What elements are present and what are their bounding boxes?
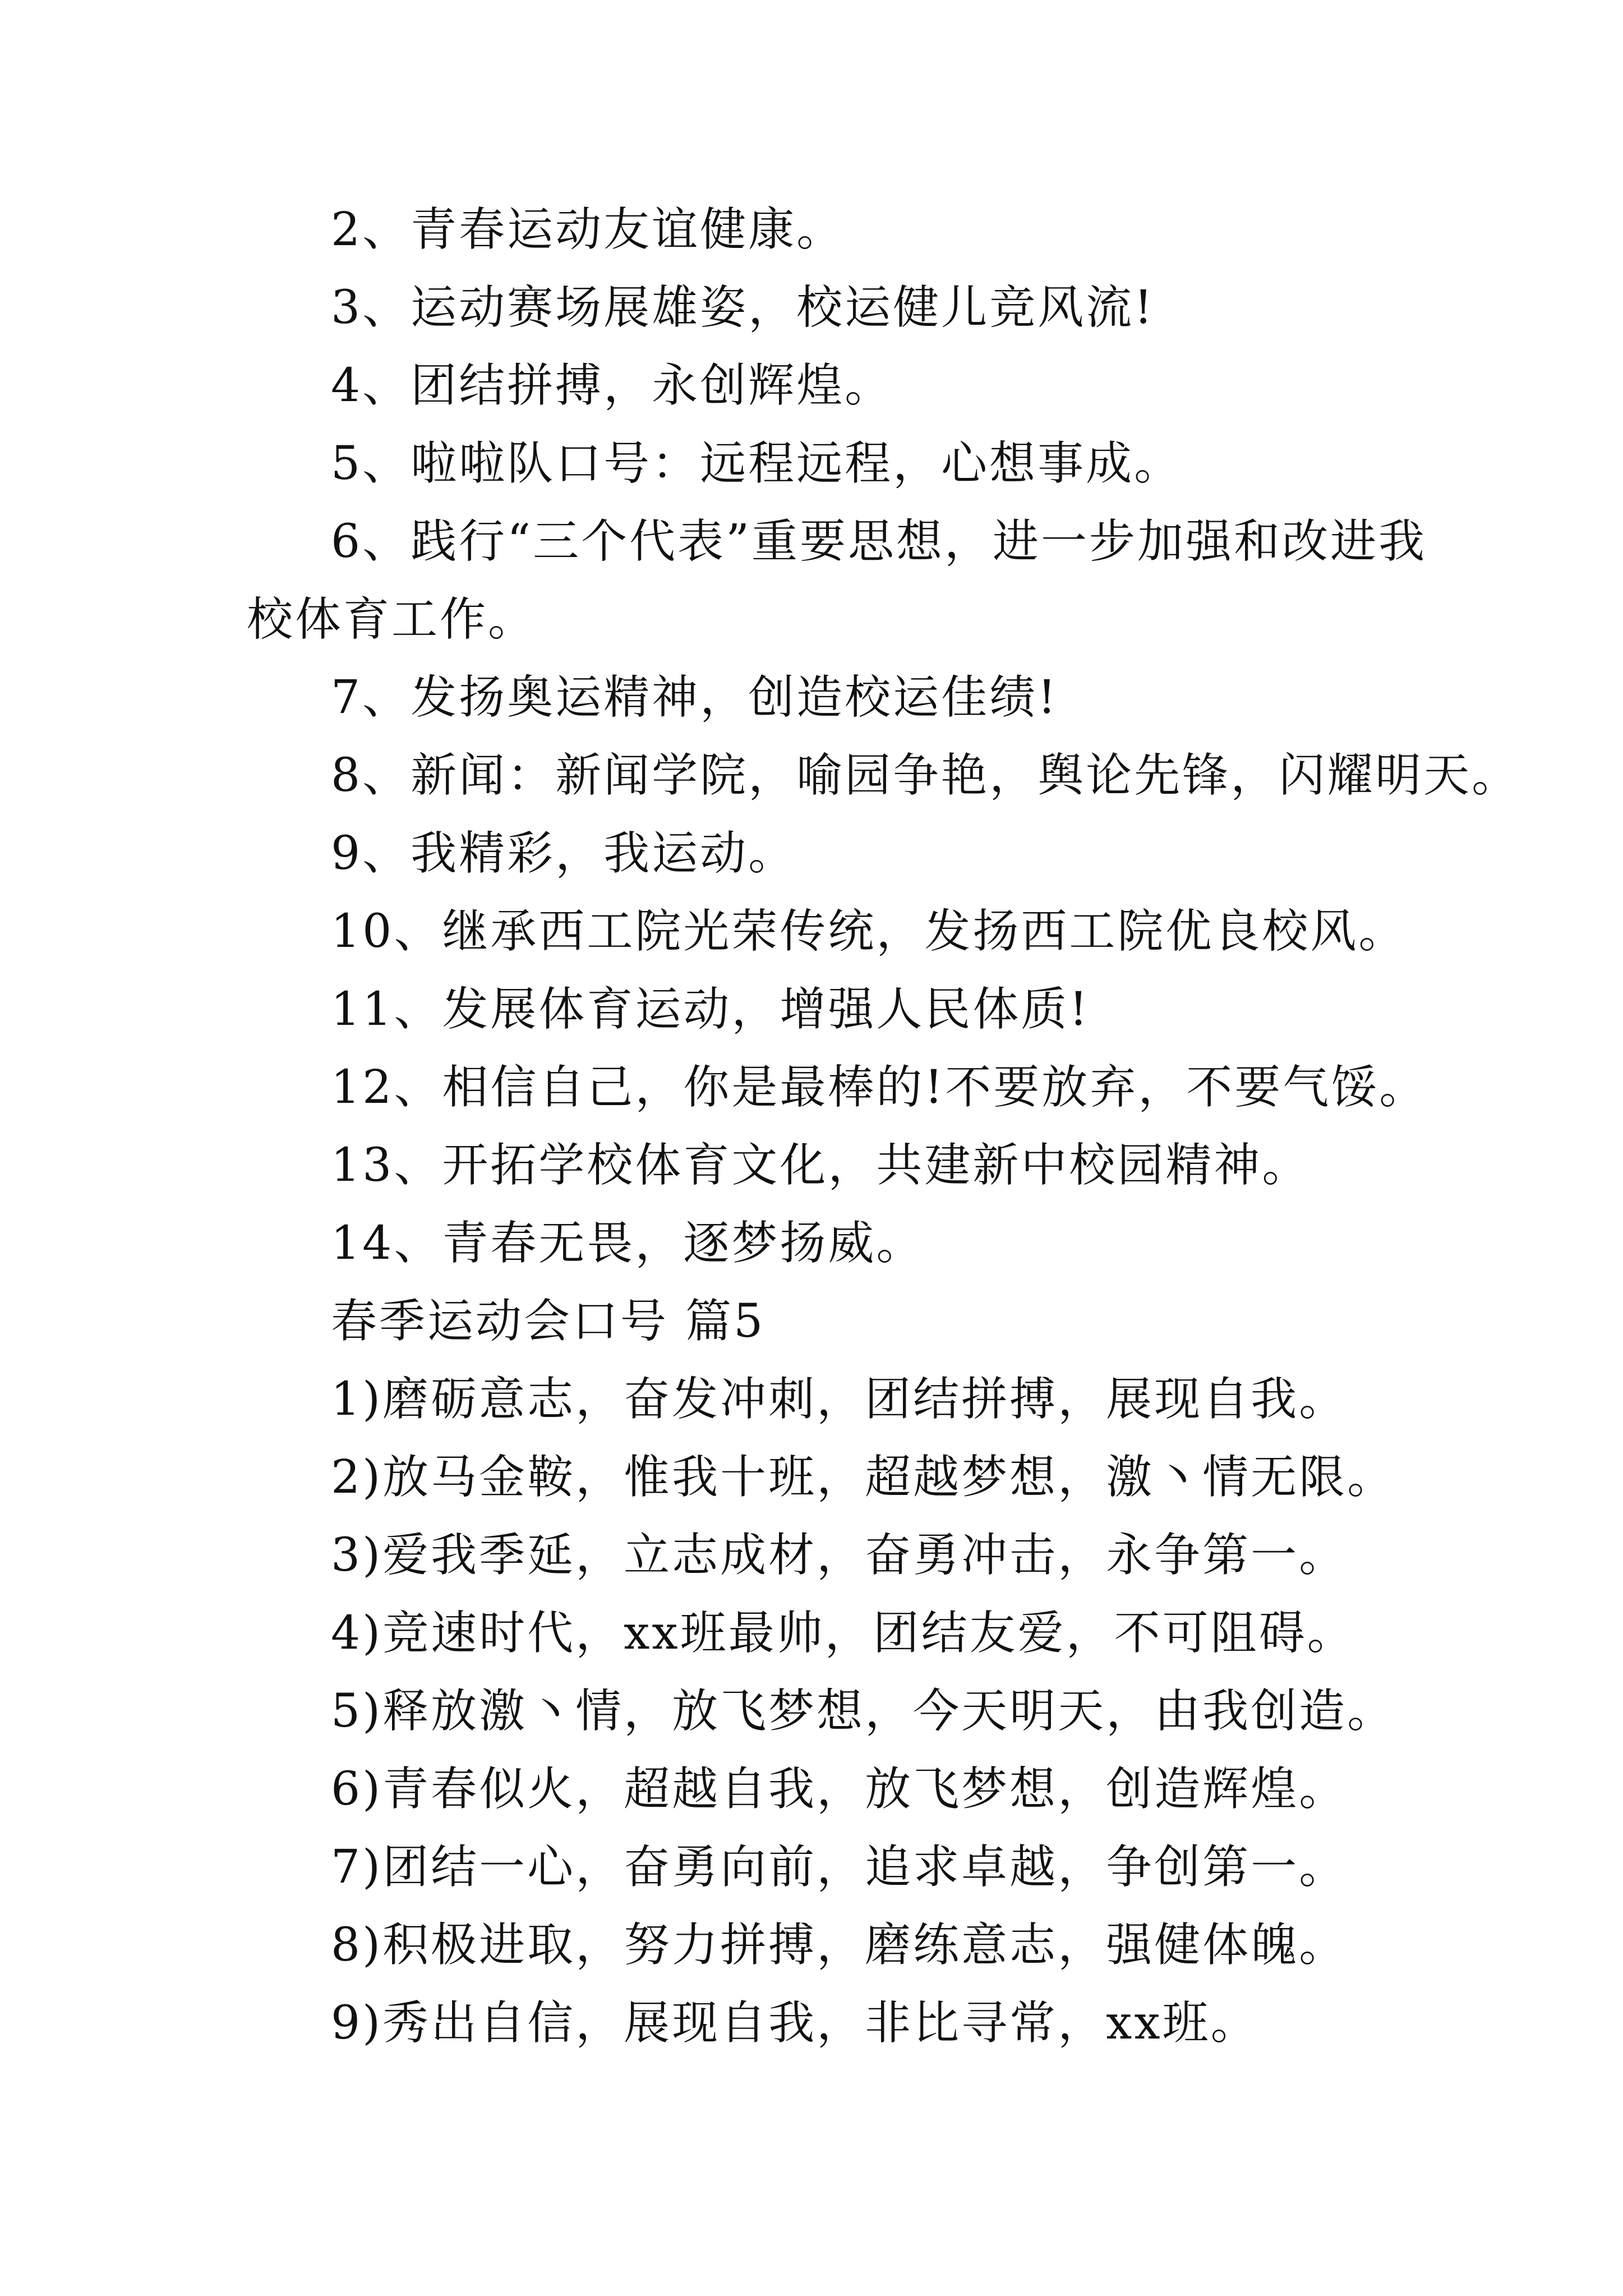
text-line: 4、团结拼搏，永创辉煌。 — [331, 359, 893, 412]
text-line: 5、啦啦队口号：远程远程，心想事成。 — [331, 437, 1183, 490]
text-line: 1)磨砺意志，奋发冲刺，团结拼搏，展现自我。 — [331, 1373, 1348, 1426]
text-line: 13、开拓学校体育文化，共建新中校园精神。 — [331, 1139, 1311, 1192]
text-line: 5)释放激丶情，放飞梦想，今天明天，由我创造。 — [331, 1685, 1396, 1738]
text-line: 8)积极进取，努力拼搏，磨练意志，强健体魄。 — [331, 1918, 1348, 1972]
text-line: 8、新闻：新闻学院，喻园争艳，舆论先锋，闪耀明天。 — [331, 749, 1520, 802]
text-line: 2)放马金鞍，惟我十班，超越梦想，激丶情无限。 — [331, 1451, 1396, 1504]
section-heading: 春季运动会口号 篇5 — [331, 1295, 766, 1348]
text-line: 10、继承西工院光荣传统，发扬西工院优良校风。 — [331, 905, 1407, 958]
text-line: 7)团结一心，奋勇向前，追求卓越，争创第一。 — [331, 1841, 1348, 1894]
text-line: 11、发展体育运动，增强人民体质! — [331, 983, 1090, 1036]
text-line: 6、践行“三个代表”重要思想，进一步加强和改进我 — [331, 515, 1427, 568]
text-line: 14、青春无畏，逐梦扬威。 — [331, 1217, 925, 1270]
text-line: 9)秀出自信，展现自我，非比寻常，xx班。 — [331, 1996, 1259, 2050]
text-line: 4)竞速时代，xx班最帅，团结友爱，不可阻碍。 — [331, 1607, 1355, 1660]
text-line: 3、运动赛场展雄姿，校运健儿竞风流! — [331, 281, 1155, 334]
text-line: 7、发扬奥运精神，创造校运佳绩! — [331, 671, 1059, 724]
text-line-continuation: 校体育工作。 — [247, 593, 537, 646]
text-line: 12、相信自己，你是最棒的!不要放弃，不要气馁。 — [331, 1061, 1428, 1114]
text-line: 9、我精彩，我运动。 — [331, 827, 797, 880]
text-line: 6)青春似火，超越自我，放飞梦想，创造辉煌。 — [331, 1763, 1348, 1816]
text-line: 3)爱我季延，立志成材，奋勇冲击，永争第一。 — [331, 1529, 1348, 1582]
text-line: 2、青春运动友谊健康。 — [331, 203, 845, 256]
document-body — [247, 191, 1520, 2062]
